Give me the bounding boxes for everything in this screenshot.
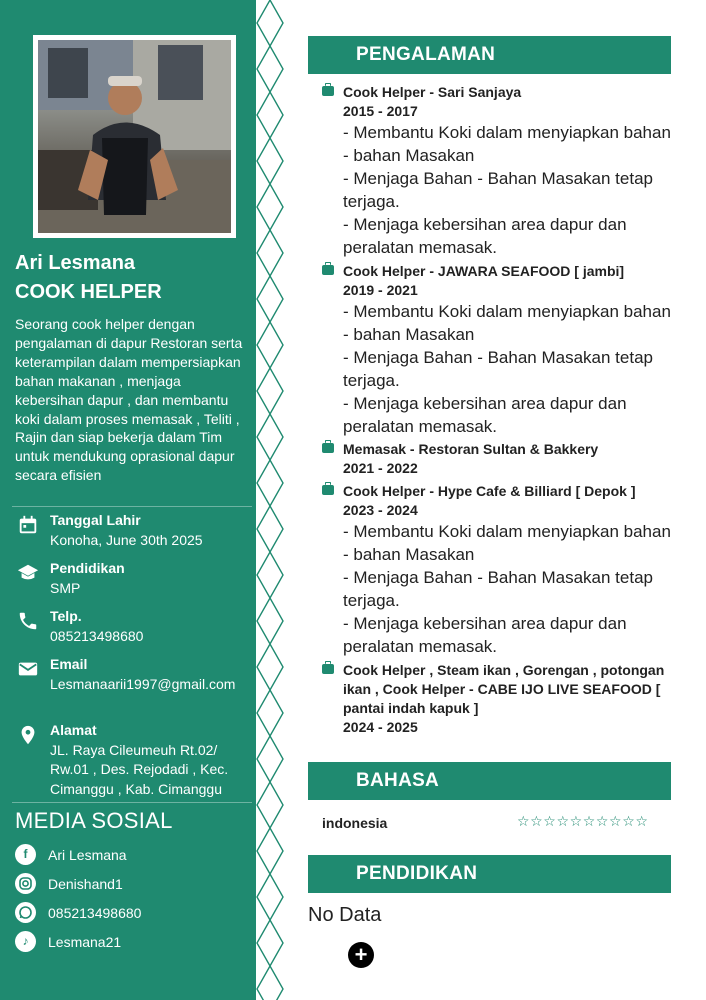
- instagram-icon: [15, 873, 36, 894]
- experience-role: Cook Helper - JAWARA SEAFOOD [ jambi]: [343, 263, 625, 279]
- social-instagram-text: Denishand1: [48, 876, 123, 892]
- experience-item: [322, 83, 672, 259]
- briefcase-icon: [322, 485, 334, 495]
- experience-item: [322, 440, 672, 478]
- graduation-cap-icon: [17, 562, 39, 584]
- social-tiktok[interactable]: [0, 931, 256, 955]
- experience-item: [322, 262, 672, 438]
- experience-desc: - Menjaga kebersihan area dapur dan peralatan memasak.: [343, 394, 627, 436]
- info-education-value: SMP: [50, 580, 81, 596]
- social-whatsapp[interactable]: [0, 902, 256, 926]
- section-language-header: BAHASA: [308, 762, 671, 800]
- experience-role: Memasak - Restoran Sultan & Bakkery: [343, 441, 599, 457]
- facebook-icon: f: [15, 844, 36, 865]
- profile-photo: [33, 35, 236, 238]
- decorative-pattern: [256, 0, 284, 1000]
- social-whatsapp-text: 085213498680: [48, 905, 142, 921]
- info-birth-value: Konoha, June 30th 2025: [50, 532, 203, 548]
- experience-role: Cook Helper - Sari Sanjaya: [343, 84, 522, 100]
- experience-role: Cook Helper - Hype Cafe & Billiard [ Depok ]: [343, 483, 636, 499]
- profile-role: COOK HELPER: [15, 281, 162, 303]
- mail-icon: [17, 658, 39, 680]
- experience-years: 2015 - 2017: [343, 103, 418, 119]
- experience-desc: - Menjaga Bahan - Bahan Masakan tetap terjaga.: [343, 348, 653, 390]
- experience-years: 2019 - 2021: [343, 282, 418, 298]
- main-content: [284, 0, 706, 1000]
- info-address-value: JL. Raya Cileumeuh Rt.02/ Rw.01 , Des. Rejodadi , Kec. Cimanggu , Kab. Cimanggu: [50, 742, 229, 797]
- section-education-header: PENDIDIKAN: [308, 855, 671, 893]
- language-rating: ☆☆☆☆☆☆☆☆☆☆: [517, 813, 649, 829]
- add-education-button[interactable]: +: [348, 942, 374, 968]
- language-name: indonesia: [322, 815, 388, 831]
- experience-desc: - Membantu Koki dalam menyiapkan bahan - bahan Masakan: [343, 522, 671, 564]
- person-illustration: [38, 40, 231, 233]
- experience-desc: - Membantu Koki dalam menyiapkan bahan - bahan Masakan: [343, 302, 671, 344]
- sidebar-divider: [12, 802, 252, 803]
- experience-item: [322, 661, 672, 737]
- briefcase-icon: [322, 86, 334, 96]
- social-facebook[interactable]: [0, 844, 256, 868]
- phone-icon: [17, 610, 39, 632]
- experience-desc: - Membantu Koki dalam menyiapkan bahan - bahan Masakan: [343, 123, 671, 165]
- location-pin-icon: [17, 724, 39, 746]
- experience-desc: - Menjaga kebersihan area dapur dan peralatan memasak.: [343, 614, 627, 656]
- experience-desc: - Menjaga Bahan - Bahan Masakan tetap terjaga.: [343, 568, 653, 610]
- social-facebook-text: Ari Lesmana: [48, 847, 127, 863]
- info-address-label: Alamat: [50, 722, 97, 738]
- social-tiktok-text: Lesmana21: [48, 934, 122, 950]
- info-email-label: Email: [50, 656, 88, 672]
- calendar-icon: [17, 514, 39, 536]
- profile-summary: Seorang cook helper dengan pengalaman di dapur Restoran serta keterampilan dalam mempersiapkan bahan makanan , menjaga kebersihan dapur , dan membantu koki dalam proses memasak , Teliti , Rajin dan siap bekerja dalam Tim untuk mendukung oprasional dapur secara efisien: [15, 316, 243, 484]
- experience-years: 2024 - 2025: [343, 719, 418, 735]
- sidebar: [0, 0, 256, 1000]
- education-empty-text: No Data: [308, 904, 382, 926]
- media-title: MEDIA SOSIAL: [15, 808, 173, 833]
- profile-photo-image: [38, 40, 231, 233]
- sidebar-divider: [12, 506, 252, 507]
- social-instagram[interactable]: [0, 873, 256, 897]
- experience-years: 2023 - 2024: [343, 502, 418, 518]
- briefcase-icon: [322, 265, 334, 275]
- diamond-lattice: [256, 0, 284, 1000]
- experience-desc: - Menjaga Bahan - Bahan Masakan tetap terjaga.: [343, 169, 653, 211]
- info-education-label: Pendidikan: [50, 560, 125, 576]
- tiktok-icon: ♪: [15, 931, 36, 952]
- experience-desc: - Menjaga kebersihan area dapur dan peralatan memasak.: [343, 215, 627, 257]
- experience-item: [322, 482, 672, 658]
- whatsapp-icon: [15, 902, 36, 923]
- info-email-value: Lesmanaarii1997@gmail.com: [50, 676, 236, 692]
- experience-role: Cook Helper , Steam ikan , Gorengan , potongan ikan , Cook Helper - CABE IJO LIVE SEAFOOD [ pantai indah kapuk ]: [343, 662, 665, 716]
- info-phone-value: 085213498680: [50, 628, 144, 644]
- briefcase-icon: [322, 664, 334, 674]
- briefcase-icon: [322, 443, 334, 453]
- experience-years: 2021 - 2022: [343, 460, 418, 476]
- info-phone-label: Telp.: [50, 608, 82, 624]
- profile-name: Ari Lesmana: [15, 252, 136, 274]
- section-experience-header: PENGALAMAN: [308, 36, 671, 74]
- info-birth-label: Tanggal Lahir: [50, 512, 141, 528]
